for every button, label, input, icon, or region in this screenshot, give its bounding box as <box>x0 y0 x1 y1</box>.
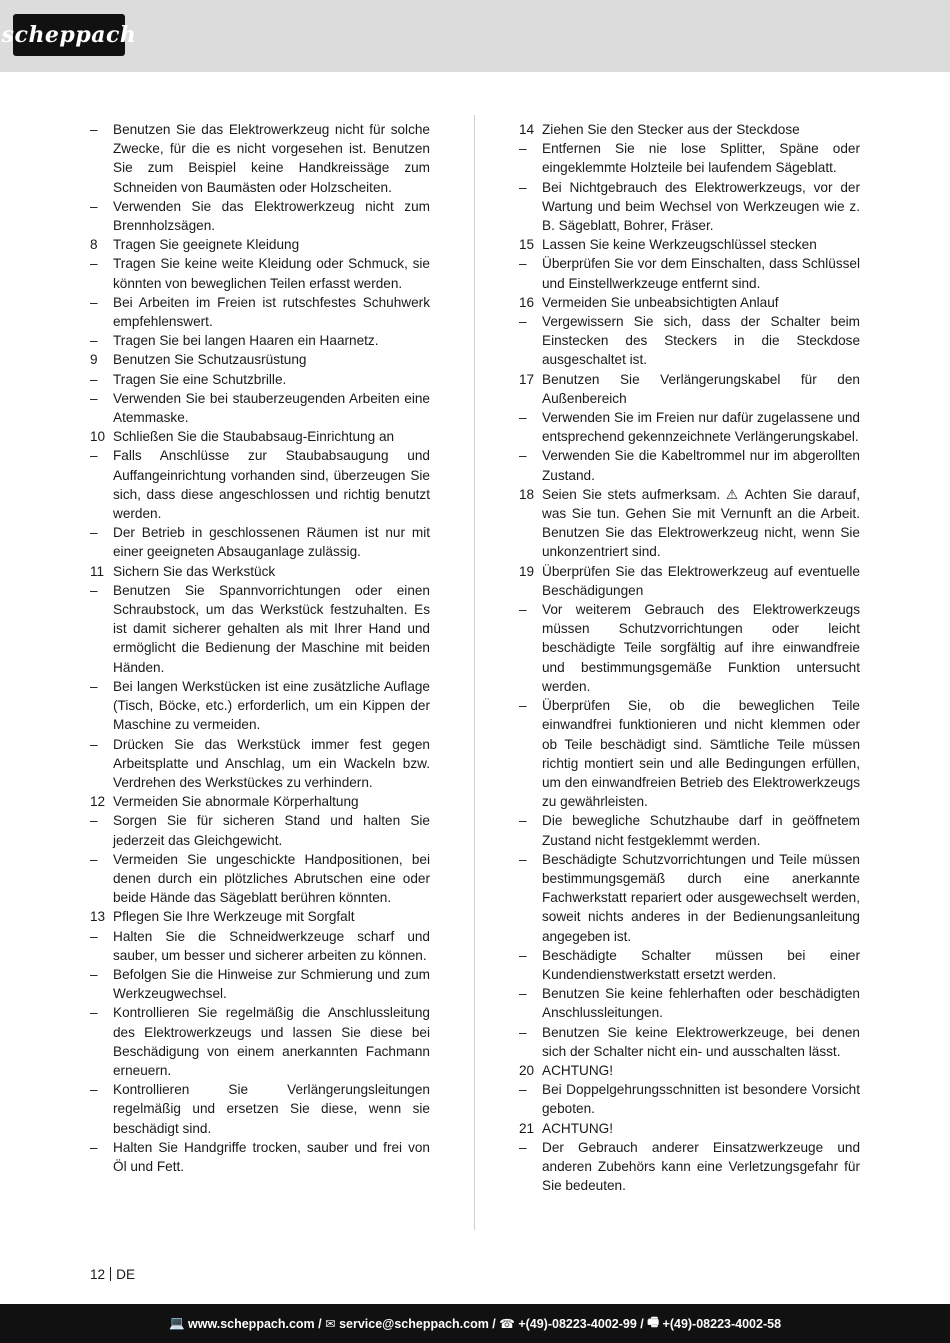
list-item <box>90 581 430 677</box>
left-column <box>90 120 430 1176</box>
website-link[interactable]: www.scheppach.com <box>188 1316 315 1331</box>
bullet-dash: – <box>90 448 98 464</box>
list-item <box>519 408 860 446</box>
list-item <box>519 1138 860 1196</box>
list-item-text: Tragen Sie keine weite Kleidung oder Schmuck, sie könnten von beweglichen Teilen erfasst werden. <box>113 256 430 291</box>
section-number: 11 <box>90 563 105 579</box>
bullet-dash: – <box>519 1024 527 1040</box>
list-item-text: Der Gebrauch anderer Einsatzwerkzeuge und anderen Zubehörs kann eine Verletzungsgefahr für Sie bedeuten. <box>542 1139 860 1194</box>
list-item-text: Verwenden Sie das Elektrowerkzeug nicht zum Brennholzsägen. <box>113 198 430 234</box>
section-heading <box>519 120 860 139</box>
section-number: 21 <box>519 1120 535 1136</box>
bullet-dash: – <box>519 256 527 272</box>
list-item <box>519 1023 860 1061</box>
list-item <box>90 293 430 331</box>
bullet-dash: – <box>90 813 98 829</box>
section-number: 8 <box>90 237 98 253</box>
list-item <box>519 254 860 292</box>
list-item <box>90 197 430 235</box>
bullet-dash: – <box>519 410 527 426</box>
section-heading <box>519 1119 860 1138</box>
bullet-dash: – <box>90 294 98 310</box>
list-item <box>519 312 860 370</box>
bullet-dash: – <box>90 582 98 598</box>
section-heading-text: Tragen Sie geeignete Kleidung <box>113 237 300 253</box>
bullet-dash: – <box>90 851 98 867</box>
list-item-text: Kontrollieren Sie Verlängerungsleitungen regelmäßig und ersetzen Sie diese, wenn sie beschädigt sind. <box>113 1082 430 1136</box>
list-item-text: Verwenden Sie bei stauberzeugenden Arbeiten eine Atemmaske. <box>113 390 430 426</box>
list-item <box>519 984 860 1022</box>
list-item-text: Entfernen Sie nie lose Splitter, Späne oder eingeklemmte Holzteile bei laufendem Sägeblatt. <box>542 141 860 176</box>
bullet-dash: – <box>90 333 98 349</box>
section-heading-text: Lassen Sie keine Werkzeugschlüssel stecken <box>542 237 817 253</box>
section-heading <box>90 792 430 811</box>
section-heading <box>90 350 430 369</box>
section-heading <box>519 485 860 562</box>
fax-icon: 🖷 <box>647 1315 660 1329</box>
header-band <box>0 0 950 72</box>
section-heading-text: Benutzen Sie Schutzausrüstung <box>113 352 307 368</box>
list-item <box>90 446 430 523</box>
section-heading-text: ACHTUNG! <box>542 1062 613 1078</box>
section-heading-text: Überprüfen Sie das Elektrowerkzeug auf eventuelle Beschädigungen <box>542 563 860 598</box>
list-item-text: Drücken Sie das Werkstück immer fest gegen Arbeitsplatte und Anschlag, um ein Wackeln bzw. Verdrehen des Werkstückes zu verhindern. <box>113 736 430 790</box>
section-number: 18 <box>519 486 535 502</box>
section-number: 9 <box>90 352 98 368</box>
list-item <box>90 370 430 389</box>
section-number: 20 <box>519 1062 535 1078</box>
list-item <box>519 600 860 696</box>
section-heading <box>90 562 430 581</box>
phone-icon: ☎ <box>499 1317 515 1331</box>
list-item-text: Überprüfen Sie, ob die beweglichen Teile einwandfrei funktionieren und nicht klemmen oder ob Teile beschädigt sind. Sämtliche Teile müssen richtig montiert sein und alle Bedingungen erfüllen, um den einwandfreien Betrieb des Elektrowerkzeugs zu gewährleisten. <box>542 698 860 810</box>
section-heading-text: Seien Sie stets aufmerksam. ⚠ Achten Sie darauf, was Sie tun. Gehen Sie mit Vernunft an die Arbeit. Benutzen Sie das Elektrowerkzeug nicht, wenn Sie unkonzentriert sind. <box>542 486 860 560</box>
column-divider <box>474 115 475 1230</box>
list-item <box>90 331 430 350</box>
list-item <box>90 1003 430 1080</box>
list-item <box>90 389 430 427</box>
footer-bar <box>0 1304 950 1343</box>
list-item-text: Kontrollieren Sie regelmäßig die Anschlussleitung des Elektrowerkzeugs und lassen Sie diese bei Beschädigung von einem anerkannten Fachmann erneuern. <box>113 1005 430 1078</box>
bullet-dash: – <box>519 314 527 330</box>
bullet-dash: – <box>519 851 527 867</box>
bullet-dash: – <box>90 966 98 982</box>
bullet-dash: – <box>519 986 527 1002</box>
bullet-dash: – <box>519 141 527 157</box>
section-number: 19 <box>519 563 535 579</box>
list-item-text: Bei langen Werkstücken ist eine zusätzliche Auflage (Tisch, Böcke, etc.) erforderlich, um ein Kippen der Maschine zu vermeiden. <box>113 678 430 733</box>
list-item-text: Beschädigte Schutzvorrichtungen und Teile müssen bestimmungsgemäß durch eine anerkannte Fachwerkstatt repariert oder ausgewechselt werden, soweit nichts anderes in der Bedienungsanleitung angegeben ist. <box>542 851 860 944</box>
list-item <box>90 735 430 793</box>
bullet-dash: – <box>90 198 98 214</box>
list-item <box>519 139 860 177</box>
section-heading <box>90 235 430 254</box>
list-item <box>90 120 430 197</box>
section-number: 13 <box>90 909 106 925</box>
section-heading <box>519 293 860 312</box>
footer-separator: / <box>636 1316 648 1331</box>
list-item-text: Halten Sie Handgriffe trocken, sauber und frei von Öl und Fett. <box>113 1139 430 1174</box>
footer-separator: / <box>488 1316 500 1331</box>
list-item-text: Vermeiden Sie ungeschickte Handpositionen, bei denen durch ein plötzliches Abrutschen eine oder beide Hände das Sägeblatt berühren könnten. <box>113 851 430 906</box>
bullet-dash: – <box>519 1082 527 1098</box>
list-item-text: Befolgen Sie die Hinweise zur Schmierung und zum Werkzeugwechsel. <box>113 966 430 1002</box>
list-item-text: Halten Sie die Schneidwerkzeuge scharf und sauber, um besser und sicherer arbeiten zu können. <box>113 928 430 963</box>
bullet-dash: – <box>519 179 527 195</box>
section-heading <box>519 370 860 408</box>
list-item-text: Benutzen Sie keine fehlerhaften oder beschädigten Anschlussleitungen. <box>542 986 860 1021</box>
list-item <box>90 965 430 1003</box>
list-item-text: Tragen Sie eine Schutzbrille. <box>113 371 287 387</box>
section-heading <box>519 562 860 600</box>
language-code: DE <box>116 1267 136 1282</box>
bullet-dash: – <box>90 736 98 752</box>
list-item-text: Verwenden Sie im Freien nur dafür zugelassene und entsprechend gekennzeichnete Verlängerungskabel. <box>542 410 860 445</box>
list-item-text: Sorgen Sie für sicheren Stand und halten Sie jederzeit das Gleichgewicht. <box>113 813 430 848</box>
list-item-text: Beschädigte Schalter müssen bei einer Kundendienstwerkstatt ersetzt werden. <box>542 947 860 982</box>
right-column <box>519 120 860 1195</box>
list-item-text: Vergewissern Sie sich, dass der Schalter beim Einstecken des Steckers in die Steckdose ausgeschaltet ist. <box>542 314 860 368</box>
section-heading <box>519 235 860 254</box>
bullet-dash: – <box>519 602 527 618</box>
bullet-dash: – <box>90 678 98 694</box>
list-item <box>90 1080 430 1138</box>
section-number: 17 <box>519 371 535 387</box>
section-number: 12 <box>90 794 106 810</box>
bullet-dash: – <box>90 928 98 944</box>
list-item <box>90 677 430 735</box>
section-heading-text: Benutzen Sie Verlängerungskabel für den Außenbereich <box>542 371 860 406</box>
section-heading-text: Vermeiden Sie abnormale Körperhaltung <box>113 794 359 810</box>
fax-number: +(49)-08223-4002-58 <box>662 1316 782 1331</box>
list-item <box>90 850 430 908</box>
brand-logo: scheppach <box>13 14 125 56</box>
section-number: 16 <box>519 294 535 310</box>
list-item-text: Vor weiterem Gebrauch des Elektrowerkzeugs müssen Schutzvorrichtungen oder leicht beschädigte Teile sorgfältig auf ihre einwandfreie und bestimmungsgemäße Funktion untersucht werden. <box>542 602 860 694</box>
bullet-dash: – <box>90 390 98 406</box>
list-item <box>519 178 860 236</box>
list-item <box>90 811 430 849</box>
list-item-text: Überprüfen Sie vor dem Einschalten, dass Schlüssel und Einstellwerkzeuge entfernt sind. <box>542 256 860 291</box>
list-item-text: Die bewegliche Schutzhaube darf in geöffnetem Zustand nicht festgeklemmt werden. <box>542 813 860 848</box>
list-item-text: Bei Doppelgehrungsschnitten ist besondere Vorsicht geboten. <box>542 1082 860 1117</box>
section-heading <box>90 907 430 926</box>
section-heading-text: Vermeiden Sie unbeabsichtigten Anlauf <box>542 294 779 310</box>
bullet-dash: – <box>519 1139 527 1155</box>
bullet-dash: – <box>90 122 98 137</box>
bullet-dash: – <box>90 525 98 541</box>
email-link[interactable]: service@scheppach.com <box>339 1316 489 1331</box>
list-item <box>519 1080 860 1118</box>
bullet-dash: – <box>519 698 527 714</box>
section-number: 10 <box>90 429 106 445</box>
mail-icon: ✉ <box>325 1317 336 1331</box>
list-item <box>90 1138 430 1176</box>
page-number-separator <box>110 1267 111 1281</box>
section-heading-text: Ziehen Sie den Stecker aus der Steckdose <box>542 122 800 137</box>
bullet-dash: – <box>90 1082 98 1098</box>
bullet-dash: – <box>90 371 98 387</box>
list-item <box>519 446 860 484</box>
list-item-text: Der Betrieb in geschlossenen Räumen ist nur mit einer geeigneten Absauganlage zulässig. <box>113 525 430 560</box>
phone-number: +(49)-08223-4002-99 <box>518 1316 637 1331</box>
bullet-dash: – <box>519 947 527 963</box>
bullet-dash: – <box>90 1005 98 1021</box>
list-item-text: Benutzen Sie keine Elektrowerkzeuge, bei denen sich der Schalter nicht ein- und ausschalten lässt. <box>542 1024 860 1059</box>
list-item-text: Tragen Sie bei langen Haaren ein Haarnetz. <box>113 333 379 349</box>
list-item-text: Benutzen Sie das Elektrowerkzeug nicht für solche Zwecke, für die es nicht vorgesehen ist. Benutzen Sie zum Beispiel keine Handkreissäge zum Schneiden von Baumästen oder Holzscheiten. <box>113 122 430 195</box>
list-item <box>519 811 860 849</box>
bullet-dash: – <box>90 256 98 272</box>
footer-separator: / <box>314 1316 326 1331</box>
section-number: 14 <box>519 122 535 137</box>
section-heading-text: Schließen Sie die Staubabsaug-Einrichtung an <box>113 429 395 445</box>
list-item-text: Benutzen Sie Spannvorrichtungen oder einen Schraubstock, um das Werkstück festzuhalten. Es ist damit sicherer gehalten als mit Ihrer Hand und ermöglicht die Bedienung der Maschine mit beiden Händen. <box>113 582 430 675</box>
section-heading <box>519 1061 860 1080</box>
page-number <box>90 1265 135 1284</box>
section-heading-text: ACHTUNG! <box>542 1120 613 1136</box>
list-item <box>519 696 860 811</box>
bullet-dash: – <box>519 813 527 829</box>
bullet-dash: – <box>519 448 527 464</box>
list-item-text: Verwenden Sie die Kabeltrommel nur im abgerollten Zustand. <box>542 448 860 483</box>
list-item <box>90 523 430 561</box>
list-item <box>519 850 860 946</box>
list-item-text: Falls Anschlüsse zur Staubabsaugung und Auffangeinrichtung vorhanden sind, überzeugen Sie sich, dass diese angeschlossen und richtig benutzt werden. <box>113 448 430 522</box>
section-number: 15 <box>519 237 535 253</box>
computer-icon: 💻 <box>168 1316 185 1330</box>
list-item <box>90 927 430 965</box>
section-heading <box>90 427 430 446</box>
list-item <box>90 254 430 292</box>
list-item-text: Bei Nichtgebrauch des Elektrowerkzeugs, vor der Wartung und beim Wechsel von Werkzeugen wie z. B. Sägeblatt, Bohrer, Fräser. <box>542 179 860 234</box>
page-number-value: 12 <box>90 1267 106 1282</box>
list-item-text: Bei Arbeiten im Freien ist rutschfestes Schuhwerk empfehlenswert. <box>113 294 430 330</box>
section-heading-text: Sichern Sie das Werkstück <box>113 563 276 579</box>
section-heading-text: Pflegen Sie Ihre Werkzeuge mit Sorgfalt <box>113 909 355 925</box>
list-item <box>519 946 860 984</box>
bullet-dash: – <box>90 1139 98 1155</box>
